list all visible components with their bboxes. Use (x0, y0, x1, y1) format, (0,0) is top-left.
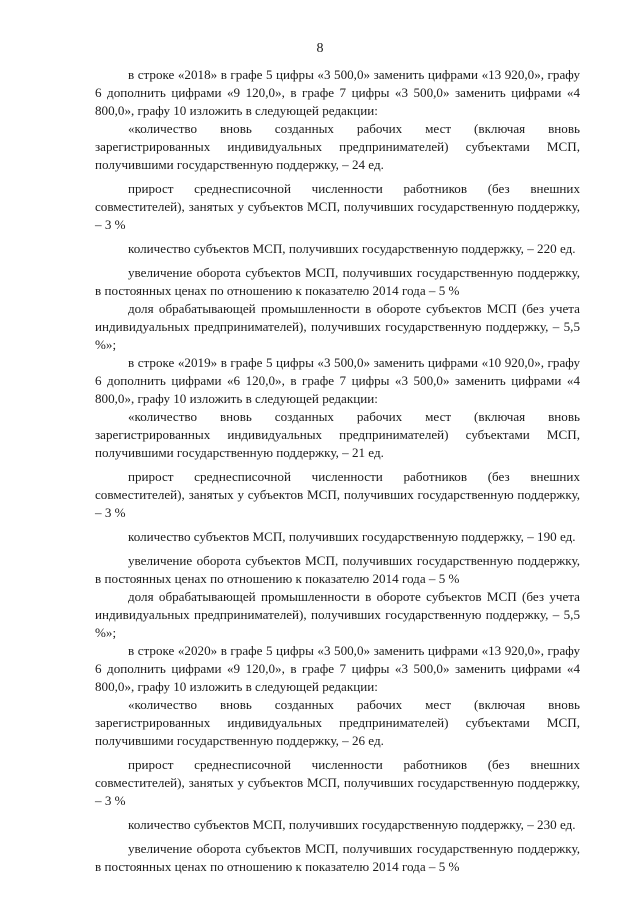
paragraph: в строке «2018» в графе 5 цифры «3 500,0» заменить цифрами «13 920,0», графу 6 дополнить цифрами «9 120,0», в графе 7 цифры «3 500,0» заменить цифрами «4 800,0», графу 10 изложить в следующей редакции: (95, 67, 580, 118)
paragraph: доля обрабатывающей промышленности в обороте субъектов МСП (без учета индивидуальных предпринимателей), получивших государственную поддержку, – 5,5 %»; (95, 301, 580, 352)
paragraph: доля обрабатывающей промышленности в обороте субъектов МСП (без учета индивидуальных предпринимателей), получивших государственную поддержку, – 5,5 %»; (95, 589, 580, 640)
paragraph: количество субъектов МСП, получивших государственную поддержку, – 230 ед. (128, 817, 576, 832)
paragraph: в строке «2020» в графе 5 цифры «3 500,0» заменить цифрами «13 920,0», графу 6 дополнить цифрами «9 120,0», в графе 7 цифры «3 500,0» заменить цифрами «4 800,0», графу 10 изложить в следующей редакции: (95, 643, 580, 694)
paragraph: «количество вновь созданных рабочих мест (включая вновь зарегистрированных индивидуальных предпринимателей) субъектами МСП, получившими государственную поддержку, – 26 ед. (95, 697, 580, 748)
paragraph: «количество вновь созданных рабочих мест (включая вновь зарегистрированных индивидуальных предпринимателей) субъектами МСП, получившими государственную поддержку, – 24 ед. (95, 121, 580, 172)
paragraph: в строке «2019» в графе 5 цифры «3 500,0» заменить цифрами «10 920,0», графу 6 дополнить цифрами «6 120,0», в графе 7 цифры «3 500,0» заменить цифрами «4 800,0», графу 10 изложить в следующей редакции: (95, 355, 580, 406)
paragraph: прирост среднесписочной численности работников (без внешних совместителей), занятых у субъектов МСП, получивших государственную поддержку, – 3 % (95, 181, 580, 232)
paragraph: увеличение оборота субъектов МСП, получивших государственную поддержку, в постоянных ценах по отношению к показателю 2014 года – 5 % (95, 553, 580, 586)
paragraph: увеличение оборота субъектов МСП, получивших государственную поддержку, в постоянных ценах по отношению к показателю 2014 года – 5 % (95, 265, 580, 298)
paragraph: количество субъектов МСП, получивших государственную поддержку, – 220 ед. (128, 241, 576, 256)
paragraph: прирост среднесписочной численности работников (без внешних совместителей), занятых у субъектов МСП, получивших государственную поддержку, – 3 % (95, 757, 580, 808)
page-number: 8 (316, 41, 324, 56)
paragraph: прирост среднесписочной численности работников (без внешних совместителей), занятых у субъектов МСП, получивших государственную поддержку, – 3 % (95, 469, 580, 520)
document-body (95, 66, 580, 876)
paragraph: «количество вновь созданных рабочих мест (включая вновь зарегистрированных индивидуальных предпринимателей) субъектами МСП, получившими государственную поддержку, – 21 ед. (95, 409, 580, 460)
paragraph: количество субъектов МСП, получивших государственную поддержку, – 190 ед. (128, 529, 576, 544)
paragraph: увеличение оборота субъектов МСП, получивших государственную поддержку, в постоянных ценах по отношению к показателю 2014 года – 5 % (95, 841, 580, 874)
